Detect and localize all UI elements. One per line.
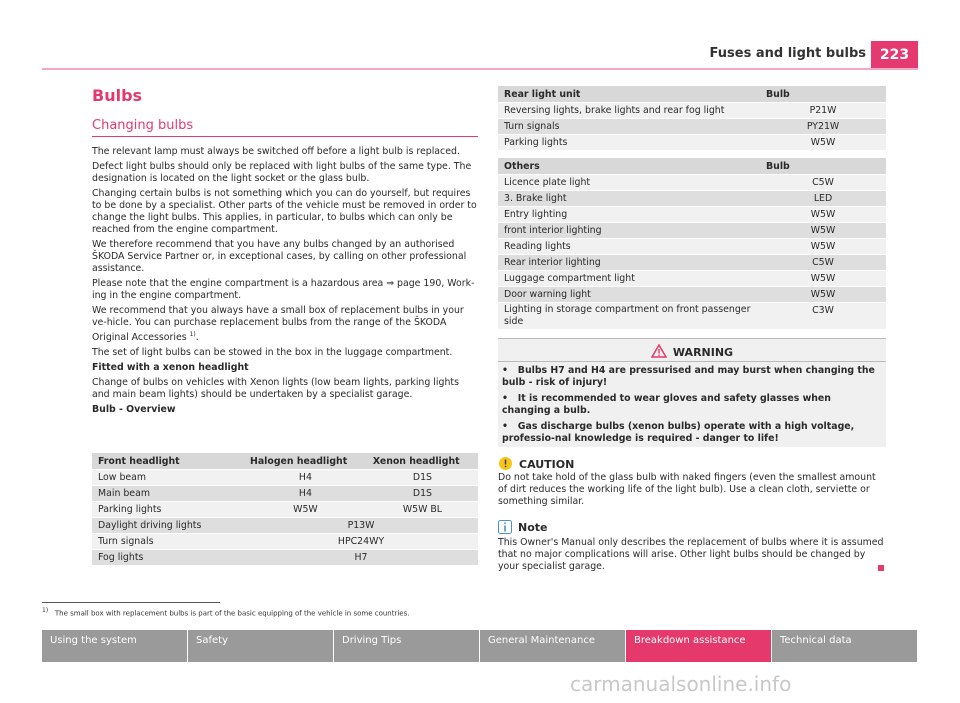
body-text <box>92 146 478 419</box>
table-row: Entry lighting W5W <box>498 207 886 222</box>
table-header: Rear light unit <box>498 86 760 102</box>
table-header: Bulb <box>760 86 886 102</box>
subtitle-rule <box>92 136 478 137</box>
others-bulb-table <box>498 157 886 330</box>
page-title: Bulbs <box>92 86 143 105</box>
paragraph: Changing certain bulbs is not something which you can do yourself, but requires to be done by a specialist. Other parts of the vehicle must be removed in order to change the light bulbs. This applies, in particular, to bulbs which can only be reached from the engine compartment. <box>92 188 477 235</box>
paragraph: Change of bulbs on vehicles with Xenon lights (low beam lights, parking lights and main beam lights) should be undertaken by a specialist garage. <box>92 377 459 401</box>
header-rule <box>42 68 918 70</box>
caution-heading: CAUTION <box>498 456 574 471</box>
rear-bulb-table <box>498 85 886 151</box>
table-row: Parking lights W5W W5W BL <box>92 502 478 517</box>
list-item: • Bulbs H7 and H4 are pressurised and may burst when changing the bulb - risk of injury! <box>502 365 875 388</box>
table-row: Fog lights H7 <box>92 550 478 565</box>
paragraph: We therefore recommend that you have any bulbs changed by an authorised ŠKODA Service Partner or, in exceptional cases, by calling on other professional assistance. <box>92 239 467 274</box>
tab-technical-data[interactable]: Technical data <box>772 630 918 662</box>
section-subtitle: Changing bulbs <box>92 118 194 133</box>
note-heading: Note <box>498 520 547 534</box>
front-bulb-table <box>92 452 478 566</box>
table-header: Bulb <box>760 158 886 174</box>
warning-icon <box>651 344 667 358</box>
table-header: Others <box>498 158 760 174</box>
warning-list <box>502 365 880 449</box>
table-row: Low beam H4 D1S <box>92 470 478 485</box>
table-row: Parking lights W5W <box>498 135 886 150</box>
table-header: Front headlight <box>92 453 244 469</box>
tab-using-the-system[interactable]: Using the system <box>42 630 188 662</box>
note-text: This Owner's Manual only describes the replacement of bulbs where it is assumed that no major complications will arise. Other light bulbs should be changed by your specialist garage. <box>498 537 884 572</box>
watermark: carmanualsonline.info <box>570 672 792 696</box>
info-icon <box>498 520 512 534</box>
table-row: Reading lights W5W <box>498 239 886 254</box>
paragraph: Please note that the engine compartment is a hazardous area ⇒ page 190, Work-ing in the engine compartment. <box>92 278 475 301</box>
table-header: Halogen headlight <box>244 453 367 469</box>
paragraph: Defect light bulbs should only be replaced with light bulbs of the same type. The designation is located on the light socket or the glass bulb. <box>92 161 472 184</box>
chapter-tabs <box>42 630 918 662</box>
table-row: Lighting in storage compartment on front passenger side C3W <box>498 303 886 329</box>
paragraph: The set of light bulbs can be stowed in the box in the luggage compartment. <box>92 347 453 359</box>
table-row: Luggage compartment light W5W <box>498 271 886 286</box>
tab-driving-tips[interactable]: Driving Tips <box>334 630 480 662</box>
caution-text: Do not take hold of the glass bulb with naked fingers (even the smallest amount of dirt reduces the working life of the light bulb). Use a clean cloth, serviette or something similar. <box>498 472 876 507</box>
list-item: • Gas discharge bulbs (xenon bulbs) operate with a high voltage, professio-nal knowledge is required - danger to life! <box>502 421 855 444</box>
paragraph: We recommend that you always have a small box of replacement bulbs in your ve-hicle. You can purchase replacement bulbs from the range of the ŠKODA Original Accessories $^{1)}$. <box>92 305 464 344</box>
table-row: Rear interior lighting C5W <box>498 255 886 270</box>
page-number: 223 <box>871 41 918 69</box>
table-row: Turn signals PY21W <box>498 119 886 134</box>
list-item: • It is recommended to wear gloves and safety glasses when changing a bulb. <box>502 393 831 416</box>
subheading: Bulb - Overview <box>92 404 176 416</box>
warning-divider <box>498 361 886 362</box>
footnote-rule <box>42 602 220 603</box>
footnote-ref: 1) <box>189 331 196 338</box>
tab-safety[interactable]: Safety <box>188 630 334 662</box>
table-row: 3. Brake light LED <box>498 191 886 206</box>
subheading: Fitted with a xenon headlight <box>92 362 249 374</box>
table-row: Main beam H4 D1S <box>92 486 478 501</box>
table-row: Reversing lights, brake lights and rear fog light P21W <box>498 103 886 118</box>
table-row: Door warning light W5W <box>498 287 886 302</box>
footnote: $^{1)}$ The small box with replacement bulbs is part of the basic equipping of the vehicle in some countries. <box>42 607 410 618</box>
paragraph: The relevant lamp must always be switched off before a light bulb is replaced. <box>92 146 460 157</box>
section-end-marker <box>878 565 884 571</box>
table-row: Turn signals HPC24WY <box>92 534 478 549</box>
paragraph-text: We recommend that you always have a small box of replacement bulbs in your ve-hicle. You can purchase replacement bulbs from the range of the ŠKODA Original Accessories <box>92 305 464 344</box>
table-row: Licence plate light C5W <box>498 175 886 190</box>
running-header: Fuses and light bulbs <box>709 46 866 61</box>
tab-general-maintenance[interactable]: General Maintenance <box>480 630 626 662</box>
table-header: Xenon headlight <box>367 453 478 469</box>
warning-box <box>498 338 886 447</box>
table-row: front interior lighting W5W <box>498 223 886 238</box>
tab-breakdown-assistance[interactable]: Breakdown assistance <box>626 630 772 662</box>
table-row: Daylight driving lights P13W <box>92 518 478 533</box>
warning-heading: WARNING <box>498 344 886 359</box>
caution-icon <box>498 456 513 471</box>
